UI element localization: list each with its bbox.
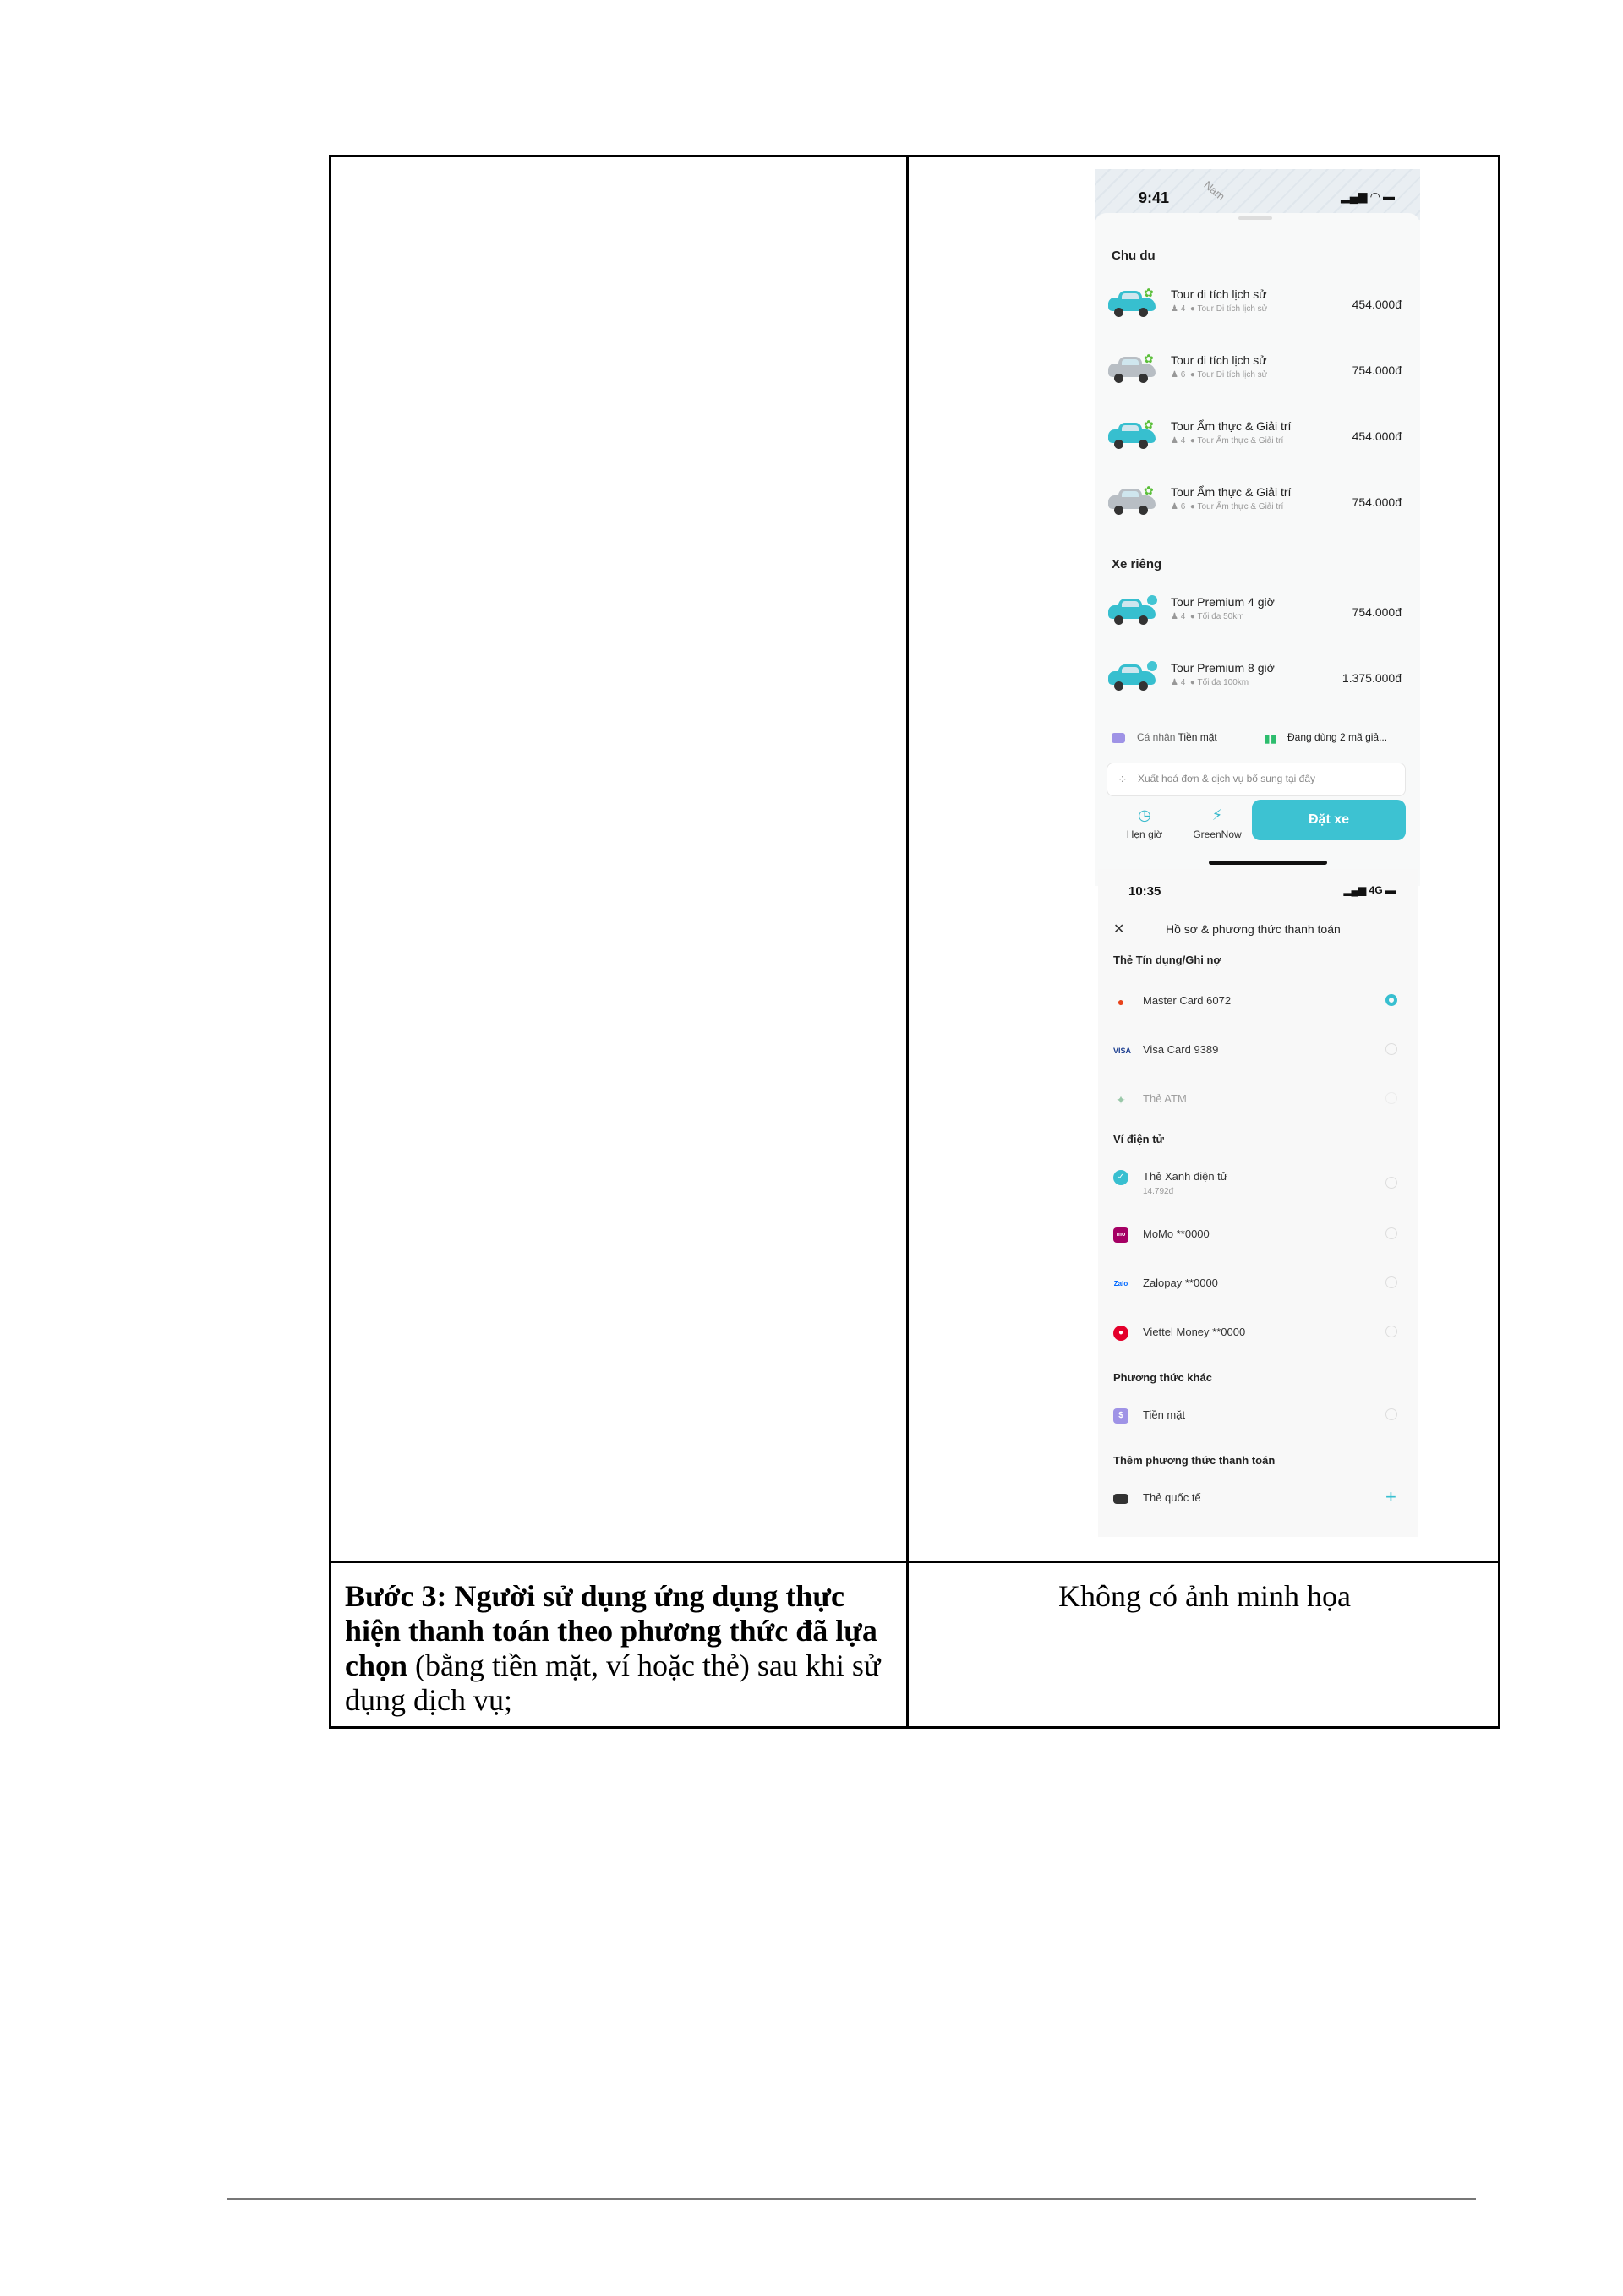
status-time: 9:41 (1139, 189, 1170, 206)
ride-meta (1171, 612, 1244, 621)
ride-price: 754.000đ (1352, 495, 1402, 509)
payment-bar (1095, 719, 1420, 760)
book-ride-button[interactable]: Đặt xe (1252, 800, 1406, 840)
cash-icon: $ (1113, 1408, 1128, 1424)
ride-meta (1171, 678, 1249, 687)
ride-seats: 4 (1180, 612, 1186, 621)
payment-prefix: Cá nhân (1137, 731, 1176, 743)
schedule-label: Hẹn giờ (1126, 828, 1163, 840)
ride-name: Tour Ẩm thực & Giải trí (1171, 485, 1292, 499)
voucher-icon: ▮▮ (1264, 731, 1277, 745)
visa-icon: VISA (1113, 1047, 1132, 1055)
radio[interactable] (1385, 1043, 1397, 1055)
ride-meta-text: Tour Ẩm thực & Giải trí (1197, 502, 1284, 511)
car-teal-icon (1107, 664, 1157, 690)
ride-meta-text: Tour Di tích lịch sử (1197, 304, 1268, 314)
section-title-tour: Chu du (1112, 249, 1156, 263)
person-icon: ♟ (1171, 612, 1178, 621)
radio[interactable] (1385, 1177, 1397, 1189)
promo-selector[interactable]: Đang dùng 2 mã giả... (1287, 731, 1388, 743)
option-label: MoMo **0000 (1143, 1227, 1210, 1240)
ride-seats: 4 (1180, 678, 1186, 687)
invoice-field[interactable] (1107, 763, 1406, 796)
option-atm[interactable] (1098, 1082, 1418, 1116)
section-cards: Thẻ Tín dụng/Ghi nợ (1113, 954, 1221, 966)
payment-method: Tiền mặt (1178, 731, 1217, 743)
checkmark-icon: ✓ (1113, 1170, 1128, 1185)
option-international-card[interactable] (1098, 1481, 1418, 1515)
atm-icon: ✦ (1116, 1093, 1126, 1107)
car-teal-icon: ✿ (1107, 291, 1157, 316)
person-icon: ♟ (1171, 502, 1178, 511)
option-visa[interactable] (1098, 1033, 1418, 1067)
viettel-icon: ● (1113, 1326, 1128, 1341)
radio[interactable] (1385, 1276, 1397, 1288)
zalopay-icon: Zalo (1113, 1280, 1128, 1287)
grid-icon: ⁘ (1118, 773, 1128, 786)
person-icon: ♟ (1171, 304, 1178, 314)
ride-meta (1171, 370, 1267, 380)
ride-selection-screenshot (1095, 169, 1420, 886)
option-label: Master Card 6072 (1143, 994, 1232, 1007)
option-label: Zalopay **0000 (1143, 1276, 1218, 1289)
ride-option[interactable] (1107, 653, 1407, 703)
ride-seats: 6 (1180, 502, 1186, 511)
info-icon: ● (1189, 304, 1195, 314)
car-gray-icon: ✿ (1107, 489, 1157, 514)
ride-option[interactable] (1107, 587, 1407, 637)
ride-name: Tour Premium 4 giờ (1171, 595, 1275, 609)
info-icon: ● (1189, 502, 1195, 511)
ride-meta (1171, 436, 1283, 446)
schedule-button[interactable] (1107, 806, 1183, 840)
info-icon: ● (1189, 612, 1195, 621)
greennow-button[interactable] (1179, 806, 1255, 840)
step-3-description (345, 1579, 886, 1718)
ride-price: 454.000đ (1352, 298, 1402, 311)
option-zalopay[interactable] (1098, 1266, 1418, 1300)
row-divider (331, 1561, 1498, 1563)
signal-icon: ▂▄▆ (1343, 884, 1367, 896)
section-add-method: Thêm phương thức thanh toán (1113, 1454, 1276, 1467)
radio[interactable] (1385, 1092, 1397, 1104)
ride-bottom-sheet (1095, 213, 1420, 886)
ride-option[interactable] (1107, 477, 1407, 528)
payment-selector[interactable] (1137, 731, 1217, 743)
option-label: Thẻ ATM (1143, 1092, 1187, 1105)
section-wallets: Ví điện tử (1113, 1133, 1164, 1145)
step-3-bold: Bước 3: Người sử dụng ứng dụng thực hiện thanh toán theo phương thức đã lựa chọn (345, 1579, 877, 1682)
radio[interactable] (1385, 1408, 1397, 1420)
clock-icon: ◷ (1138, 806, 1151, 823)
option-viettel[interactable] (1098, 1315, 1418, 1349)
ride-option[interactable] (1107, 345, 1407, 396)
momo-icon: mo (1113, 1227, 1128, 1243)
step-3-rest: (bằng tiền mặt, ví hoặc thẻ) sau khi sử dụng dịch vụ; (345, 1648, 881, 1717)
car-teal-icon (1107, 599, 1157, 624)
info-icon: ● (1189, 678, 1195, 687)
ride-seats: 4 (1180, 436, 1186, 446)
ride-seats: 4 (1180, 304, 1186, 314)
cash-icon (1112, 733, 1125, 743)
footer-rule (227, 2198, 1476, 2200)
person-icon: ♟ (1171, 436, 1178, 446)
car-gray-icon: ✿ (1107, 357, 1157, 382)
ride-price: 1.375.000đ (1342, 671, 1402, 685)
close-icon[interactable]: ✕ (1113, 922, 1125, 937)
person-icon: ♟ (1171, 678, 1178, 687)
ride-name: Tour Premium 8 giờ (1171, 661, 1275, 675)
option-label: Thẻ Xanh điện tử (1143, 1170, 1228, 1183)
sheet-drag-handle[interactable] (1238, 216, 1272, 220)
ride-meta-text: Tối đa 50km (1197, 612, 1244, 621)
info-icon: ● (1189, 370, 1195, 380)
signal-wifi-battery-icons: ▂▄▆ ◠ ▬ (1341, 189, 1395, 203)
home-indicator (1209, 861, 1327, 865)
ride-name: Tour di tích lịch sử (1171, 287, 1267, 301)
radio-selected[interactable] (1385, 994, 1397, 1006)
lightning-icon: ⚡ (1211, 806, 1223, 823)
column-divider (906, 157, 909, 1726)
mastercard-icon: ● (1117, 995, 1125, 1009)
network-type: 4G (1369, 884, 1383, 896)
ride-meta-text: Tối đa 100km (1197, 678, 1249, 687)
person-icon: ♟ (1171, 370, 1178, 380)
network-status (1343, 884, 1396, 896)
ride-option[interactable] (1107, 411, 1407, 462)
radio[interactable] (1385, 1227, 1397, 1239)
ride-meta-text: Tour Ẩm thực & Giải trí (1197, 436, 1284, 446)
status-time: 10:35 (1128, 884, 1161, 899)
greennow-label: GreenNow (1193, 828, 1242, 840)
ride-option[interactable] (1107, 279, 1407, 330)
card-icon (1113, 1494, 1128, 1504)
ride-meta (1171, 502, 1283, 511)
option-label: Tiền mặt (1143, 1408, 1186, 1421)
ride-price: 754.000đ (1352, 364, 1402, 377)
info-icon: ● (1189, 436, 1195, 446)
ride-seats: 6 (1180, 370, 1186, 380)
ride-name: Tour Ẩm thực & Giải trí (1171, 419, 1292, 433)
ride-meta (1171, 304, 1267, 314)
page-title: Hồ sơ & phương thức thanh toán (1166, 922, 1341, 936)
wallet-balance: 14.792đ (1143, 1187, 1174, 1196)
option-momo[interactable] (1098, 1217, 1418, 1251)
option-xanh-wallet[interactable] (1098, 1160, 1418, 1205)
ride-price: 754.000đ (1352, 605, 1402, 619)
option-mastercard[interactable] (1098, 984, 1418, 1018)
option-label: Viettel Money **0000 (1143, 1326, 1246, 1338)
invoice-placeholder: Xuất hoá đơn & dịch vụ bổ sung tại đây (1138, 773, 1316, 784)
car-teal-icon: ✿ (1107, 423, 1157, 448)
map-street-label: Nam (1201, 178, 1228, 204)
no-illustration-note: Không có ảnh minh họa (1058, 1579, 1351, 1613)
ride-name: Tour di tích lịch sử (1171, 353, 1267, 367)
option-label: Visa Card 9389 (1143, 1043, 1219, 1056)
payment-methods-screenshot (1098, 869, 1418, 1537)
radio[interactable] (1385, 1326, 1397, 1337)
plus-icon[interactable]: + (1385, 1486, 1396, 1507)
ride-price: 454.000đ (1352, 429, 1402, 443)
section-title-private: Xe riêng (1112, 557, 1162, 571)
ride-meta-text: Tour Di tích lịch sử (1197, 370, 1268, 380)
option-cash[interactable] (1098, 1398, 1418, 1432)
section-other: Phương thức khác (1113, 1371, 1212, 1384)
battery-icon: ▬ (1385, 884, 1396, 896)
option-label: Thẻ quốc tế (1143, 1491, 1201, 1504)
